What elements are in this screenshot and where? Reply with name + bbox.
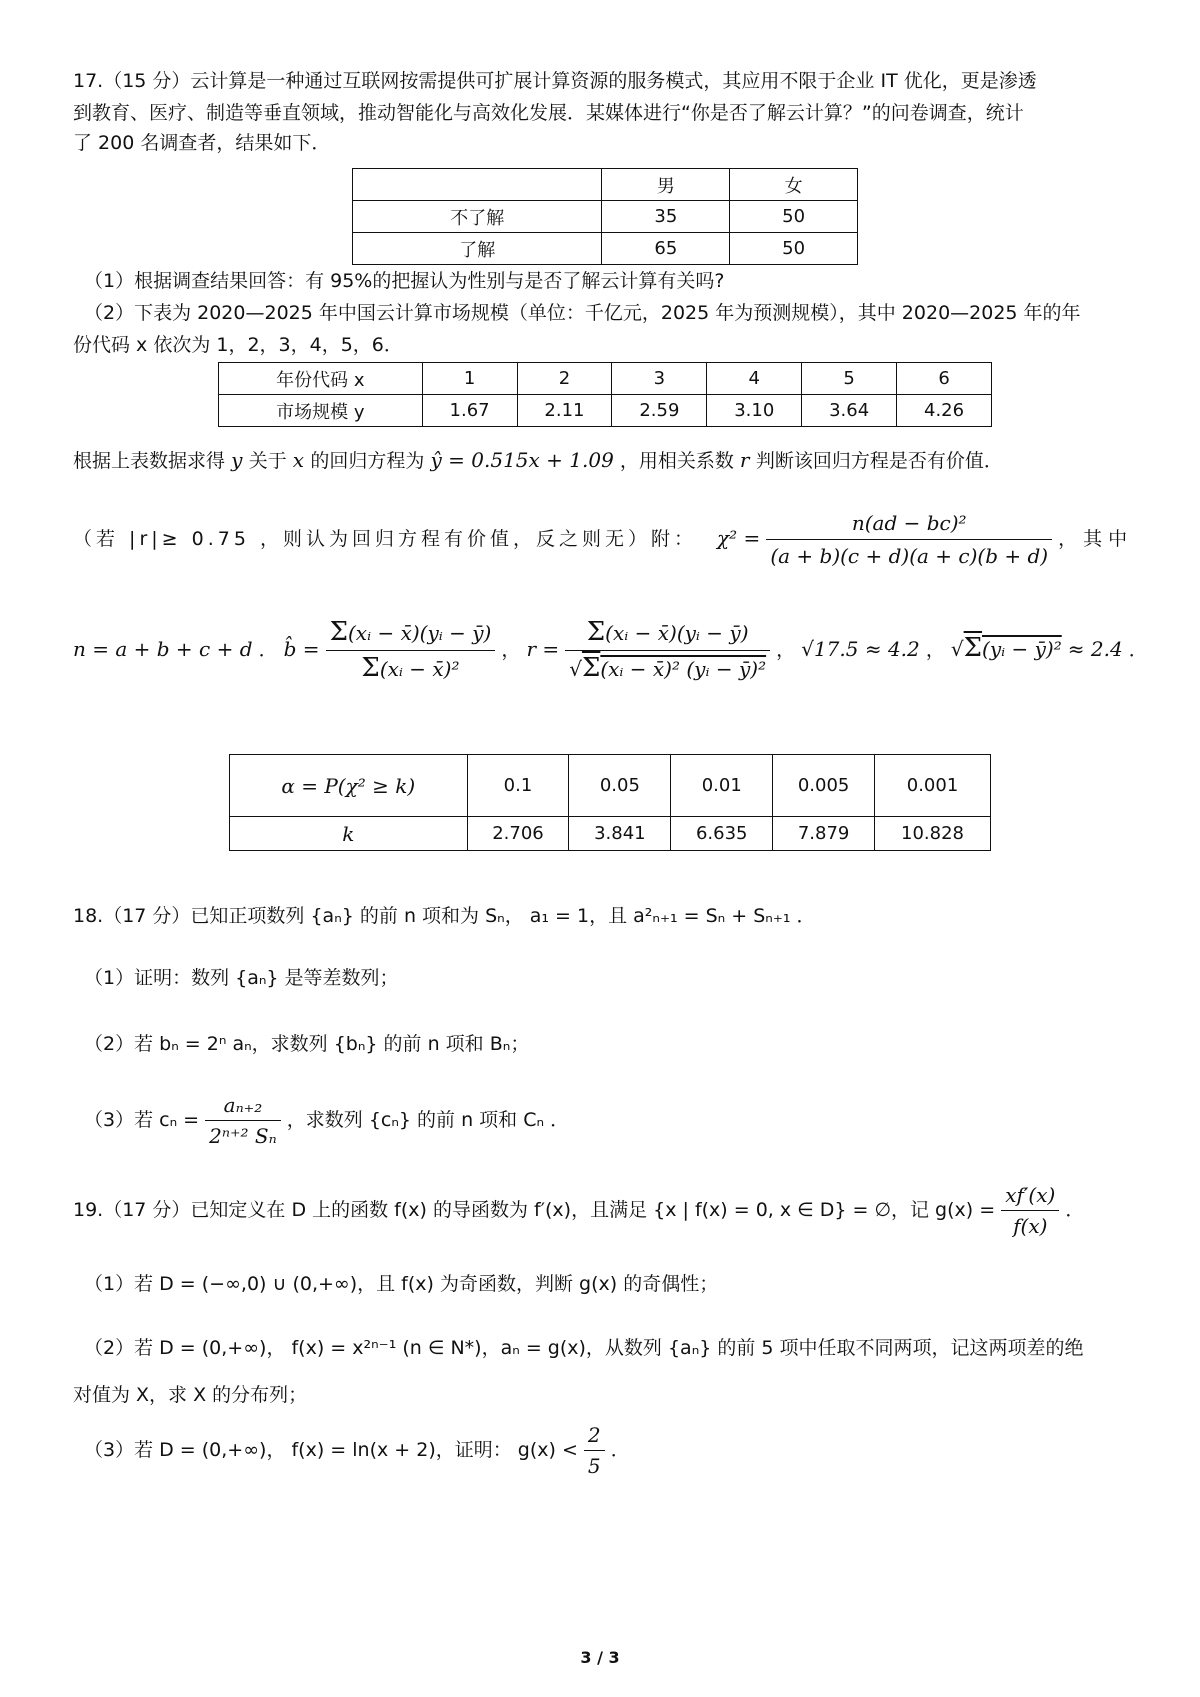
- critical-value-table: [229, 754, 991, 851]
- q18-stem: 18.（17 分）已知正项数列 {aₙ} 的前 n 项和为 Sₙ， a₁ = 1，且 a²ₙ₊₁ = Sₙ + Sₙ₊₁ ．: [73, 905, 816, 927]
- regression-equation: ŷ = 0.515x + 1.09: [430, 448, 614, 472]
- q17-line2: 到教育、医疗、制造等垂直领域，推动智能化与高效化发展．某媒体进行“你是否了解云计算？”的问卷调查，统计: [73, 102, 1024, 124]
- q19-stem-numerator: xf′(x): [1005, 1183, 1056, 1207]
- r-numerator: (xᵢ − x̄)(yᵢ − ȳ): [605, 621, 749, 645]
- critical-cell: 7.879: [773, 817, 875, 851]
- regression-line: 根据上表数据求得 y 关于 x 的回归方程为 ŷ = 0.515x + 1.09 ，用相关系数 r 判断该回归方程是否有价值．: [73, 448, 1003, 472]
- survey-table: [352, 168, 858, 265]
- bhat-numerator: (xᵢ − x̄)(yᵢ − ȳ): [347, 621, 492, 645]
- q17-part1: （1）根据调查结果回答：有 95%的把握认为性别与是否了解云计算有关吗?: [84, 270, 725, 292]
- q19-part3: （3）若 D = (0,+∞)， f(x) = ln(x + 2)，证明： g(x) < $\frac{2}{5}$ ．: [84, 1423, 630, 1478]
- market-row-label: 年份代码 x: [219, 363, 423, 395]
- survey-cell: 50: [730, 233, 858, 265]
- sqrt-17-5: √17.5 ≈ 4.2: [801, 637, 920, 661]
- formula-note-line: （若 |r|≥ 0.75 ，则认为回归方程有价值，反之则无）附： χ² = $\frac{\text{n(ad − bc)²}}{(a + b)(c + d)(a + c)(b + d)}$ ，其中: [73, 511, 1134, 568]
- critical-cell: 6.635: [671, 817, 773, 851]
- bhat-fraction: $\frac{\text{Σ(xᵢ − x̄)(yᵢ − ȳ)}}{\text{Σ(xᵢ − x̄)²}}$: [326, 618, 496, 683]
- q18-part2: （2）若 bₙ = 2ⁿ aₙ，求数列 {bₙ} 的前 n 项和 Bₙ；: [84, 1033, 530, 1055]
- market-cell: 5: [802, 363, 897, 395]
- note-text: （若 |r|≥ 0.75 ，则认为回归方程有价值，反之则无）附：: [73, 528, 697, 550]
- market-cell: 3.64: [802, 395, 897, 427]
- market-table: [218, 362, 992, 427]
- q19-part2-line1: （2）若 D = (0,+∞)， f(x) = x²ⁿ⁻¹ (n ∈ N*)，aₙ = g(x)，从数列 {aₙ} 的前 5 项中任取不同两项，记这两项差的绝: [84, 1337, 1084, 1359]
- survey-cell: 50: [730, 201, 858, 233]
- market-cell: 1: [422, 363, 517, 395]
- q17-part2-line1: （2）下表为 2020—2025 年中国云计算市场规模（单位：千亿元，2025 年为预测规模），其中 2020—2025 年的年: [84, 302, 1081, 324]
- chi-square-denominator: (a + b)(c + d)(a + c)(b + d): [766, 539, 1052, 569]
- q19-stem-denominator: f(x): [1001, 1210, 1059, 1238]
- q19-part3-numerator: 2: [587, 1423, 601, 1447]
- critical-cell: 3.841: [569, 817, 671, 851]
- market-cell: 4: [707, 363, 802, 395]
- critical-cell: 2.706: [467, 817, 569, 851]
- q18-part1: （1）证明：数列 {aₙ} 是等差数列；: [84, 967, 399, 989]
- q17-line1: 17.（15 分）云计算是一种通过互联网按需提供可扩展计算资源的服务模式，其应用不限于企业 IT 优化，更是渗透: [73, 70, 1037, 92]
- q19-part3-fraction: [584, 1423, 605, 1478]
- critical-row-label: α = P(χ² ≥ k): [230, 755, 468, 817]
- market-cell: 3: [612, 363, 707, 395]
- market-cell: 4.26: [897, 395, 992, 427]
- q18-part3-numerator: aₙ₊₂: [223, 1093, 263, 1117]
- chi-square-fraction: [766, 510, 1052, 569]
- critical-row-label: k: [230, 817, 468, 851]
- survey-header-cell: [353, 169, 602, 201]
- market-cell: 2.59: [612, 395, 707, 427]
- critical-cell: 0.001: [875, 755, 991, 817]
- q19-stem-fraction: [1001, 1183, 1059, 1238]
- sqrt-sum-y: (yᵢ − ȳ)²: [982, 637, 1062, 661]
- page-number: 3 / 3: [580, 1648, 620, 1667]
- survey-cell: 35: [602, 201, 730, 233]
- formula-row: n = a + b + c + d ． b̂ = $\frac{\text{Σ(xᵢ − x̄)(yᵢ − ȳ)}}{\text{Σ(xᵢ − x̄)²}}$ ， r = $\frac{\text{Σ(xᵢ − x̄)(yᵢ − ȳ)}}{\text{√Σ(xᵢ − x̄)² (yᵢ − ȳ)²}}$ ， √17.5 ≈ 4.2 ， √Σ(yᵢ − ȳ)² ≈ 2.4 ．: [73, 617, 1148, 683]
- r-lhs: r =: [526, 637, 560, 661]
- survey-row-label: 了解: [353, 233, 602, 265]
- q18-part3-fraction: [205, 1093, 281, 1148]
- q19-stem: 19.（17 分）已知定义在 D 上的函数 f(x) 的导函数为 f′(x)，且满足 {x | f(x) = 0, x ∈ D} = ∅，记 g(x) = $\frac{xf'(x)}{f(x)}$ ．: [73, 1183, 1085, 1238]
- market-cell: 2.11: [517, 395, 612, 427]
- q19-part1: （1）若 D = (−∞,0) ∪ (0,+∞)，且 f(x) 为奇函数，判断 g(x) 的奇偶性；: [84, 1273, 719, 1295]
- chi-square-lhs: χ² =: [717, 526, 761, 550]
- n-equation: n = a + b + c + d: [73, 637, 253, 661]
- sqrt-sum-value: ≈ 2.4: [1067, 637, 1123, 661]
- critical-cell: 10.828: [875, 817, 991, 851]
- chi-square-numerator: n(ad − bc)²: [851, 511, 967, 535]
- market-cell: 6: [897, 363, 992, 395]
- market-cell: 3.10: [707, 395, 802, 427]
- survey-cell: 65: [602, 233, 730, 265]
- critical-cell: 0.01: [671, 755, 773, 817]
- bhat-lhs: b̂ =: [283, 637, 320, 661]
- q19-part2-line2: 对值为 X，求 X 的分布列；: [73, 1384, 308, 1406]
- q18-part3: （3）若 cₙ = $\frac{\text{aₙ₊₂}}{\text{2ⁿ⁺² Sₙ}}$ ，求数列 {cₙ} 的前 n 项和 Cₙ ．: [84, 1093, 570, 1148]
- q17-part2-line2: 份代码 x 依次为 1，2，3，4，5，6．: [73, 334, 403, 356]
- bhat-denominator: (xᵢ − x̄)²: [379, 657, 460, 681]
- r-denominator: (xᵢ − x̄)² (yᵢ − ȳ)²: [600, 657, 767, 681]
- market-cell: 1.67: [422, 395, 517, 427]
- critical-cell: 0.05: [569, 755, 671, 817]
- critical-cell: 0.005: [773, 755, 875, 817]
- q17-line3: 了 200 名调查者，结果如下．: [73, 132, 331, 154]
- q18-part3-denominator: 2ⁿ⁺² Sₙ: [205, 1120, 281, 1148]
- r-fraction: $\frac{\text{Σ(xᵢ − x̄)(yᵢ − ȳ)}}{\text{√Σ(xᵢ − x̄)² (yᵢ − ȳ)²}}$: [565, 618, 770, 683]
- critical-cell: 0.1: [467, 755, 569, 817]
- q19-part3-denominator: 5: [584, 1450, 605, 1478]
- survey-header-cell: 男: [602, 169, 730, 201]
- market-cell: 2: [517, 363, 612, 395]
- survey-header-cell: 女: [730, 169, 858, 201]
- survey-row-label: 不了解: [353, 201, 602, 233]
- market-row-label: 市场规模 y: [219, 395, 423, 427]
